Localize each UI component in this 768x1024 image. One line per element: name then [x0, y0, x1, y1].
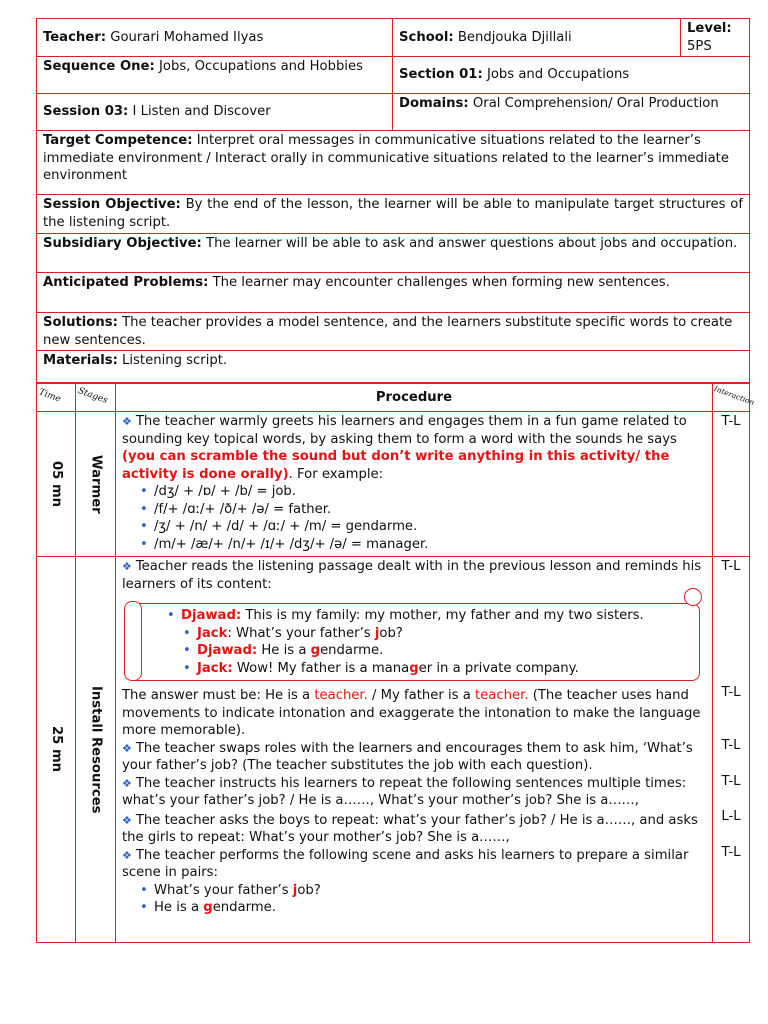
sequence-value: Jobs, Occupations and Hobbies	[158, 59, 363, 74]
list-item: • /m/+ /æ/+ /n/+ /ɪ/+ /dʒ/+ /ə/ = manager.	[140, 536, 706, 554]
level-value: 5PS	[687, 38, 712, 54]
script-line: • Jack: What’s your father’s job?	[183, 625, 687, 643]
teacher-name: Gourari Mohamed Ilyas	[110, 29, 264, 45]
subsidiary-value: The learner will be able to ask and answer questions about jobs and occupation.	[206, 236, 738, 251]
solutions-cell: Solutions: The teacher provides a model sentence, and the learners substitute specific words to create new sentences.	[37, 313, 750, 351]
diamond-bullet-icon: ❖	[122, 776, 132, 790]
domains-cell: Domains: Oral Comprehension/ Oral Production	[393, 94, 750, 131]
lesson-plan	[36, 18, 756, 943]
script-scroll	[126, 603, 700, 681]
competence-value: Interpret oral messages in communicative situations related to the learner’s immediate environment / Interact orally in communicative situations related to the learner’s immediate environment	[43, 133, 729, 183]
list-item: • What’s your father’s job?	[140, 882, 706, 900]
problems-cell: Anticipated Problems: The learner may encounter challenges when forming new sentences.	[37, 273, 750, 313]
sound-list	[122, 483, 706, 553]
script-line: • Djawad: This is my family: my mother, my father and my two sisters.	[167, 607, 687, 625]
procedure-table	[36, 383, 756, 943]
scroll-curl-icon	[684, 588, 702, 606]
materials-value: Listening script.	[122, 353, 228, 368]
school-name: Bendjouka Djillali	[457, 29, 572, 45]
scroll-curl-icon	[124, 601, 142, 681]
header-table	[36, 18, 750, 383]
diamond-bullet-icon: ❖	[122, 560, 132, 573]
warmer-interaction: T-L	[713, 412, 750, 557]
scene-list	[122, 882, 706, 917]
warmer-stage: Warmer	[76, 412, 116, 557]
answer-text: The answer must be: He is a teacher. / My father is a teacher. (The teacher uses hand movements to indicate intonation and exaggerate the intonation to make the language more memorable).	[122, 688, 701, 738]
level-cell: Level: 5PS	[681, 19, 750, 57]
col-procedure: Procedure	[116, 384, 713, 412]
install-time: 25 mn	[37, 557, 76, 943]
script-line: • Djawad: He is a gendarme.	[183, 642, 687, 660]
section-cell: Section 01: Jobs and Occupations	[393, 57, 750, 94]
install-stage: Install Resources	[76, 557, 116, 943]
diamond-bullet-icon: ❖	[122, 741, 132, 755]
objective-value: By the end of the lesson, the learner will be able to manipulate target structures of the listening script.	[43, 197, 743, 230]
problems-value: The learner may encounter challenges when forming new sentences.	[212, 275, 670, 290]
list-item: • He is a gendarme.	[140, 899, 706, 917]
school-cell: School: Bendjouka Djillali	[393, 19, 681, 57]
list-item: • /dʒ/ + /ɒ/ + /b/ = job.	[140, 483, 706, 501]
teacher-cell: Teacher: Gourari Mohamed Ilyas	[37, 19, 393, 57]
session-value: I Listen and Discover	[132, 104, 271, 120]
list-item: • /f/+ /ɑː/+ /ð/+ /ə/ = father.	[140, 501, 706, 519]
warmer-time: 05 mn	[37, 412, 76, 557]
warmer-note: (you can scramble the sound but don’t write anything in this activity/ the activity is done orally)	[122, 449, 670, 482]
install-interaction: T-L T-L T-L T-L L-L T-L	[713, 557, 750, 943]
col-interaction: Interaction	[713, 384, 750, 412]
session-cell: Session 03: I Listen and Discover	[37, 94, 393, 131]
materials-cell: Materials: Listening script.	[37, 351, 750, 383]
section-value: Jobs and Occupations	[486, 67, 630, 83]
solutions-value: The teacher provides a model sentence, and the learners substitute specific words to create new sentences.	[43, 315, 733, 348]
col-time: Time	[37, 384, 76, 412]
warmer-procedure: ❖ The teacher warmly greets his learners and engages them in a fun game related to sounding key topical words, by asking them to form a word with the sounds he says (you can scramble the sound but don’t write anything in this activity/ the activity is done orally). For example: • /dʒ/ + /ɒ/ + /b/ = job. • /f/+ /ɑː/+ /ð/+ /ə/ = father. • /ʒ/ + /n/ + /d/ + /ɑː/ + /m/ = gendarme. • /m/+ /æ/+ /n/+ /ɪ/+ /dʒ/+ /ə/ = manager.	[116, 412, 713, 557]
install-procedure: ❖ Teacher reads the listening passage dealt with in the previous lesson and reminds his learners of its content: • Djawad: This is my family: my mother, my father and my two sisters. • Jack: What’s your father’s job? • Djawad: He is a gendarme. • Jack: Wow! My father is a manager in a private company. The answer must be: He is a teacher. / My father is a teacher. (The teacher uses hand movements to indicate intonation and exaggerate the intonation to make the language more memorable). ❖ The teacher swaps roles with the learners and encourages them to ask him, ‘What’s your father’s job? (The teacher substitutes the job with each question). ❖ The teacher instructs his learners to repeat the following sentences multiple times: what’s your father’s job? / He is a……, What’s your mother’s job? She is a……, ❖ The teacher asks the boys to repeat: what’s your father’s job? / He is a……, and asks the girls to repeat: What’s your mother’s job? She is a……, ❖ The teacher performs the following scene and asks his learners to prepare a similar scene in pairs: • What’s your father’s job? • He is a gendarme.	[116, 557, 713, 943]
subsidiary-cell: Subsidiary Objective: The learner will be able to ask and answer questions about jobs and occupation.	[37, 234, 750, 273]
list-item: • /ʒ/ + /n/ + /d/ + /ɑː/ + /m/ = gendarme.	[140, 518, 706, 536]
sequence-cell: Sequence One: Jobs, Occupations and Hobbies	[37, 57, 393, 94]
diamond-bullet-icon: ❖	[122, 415, 132, 428]
diamond-bullet-icon: ❖	[122, 813, 132, 827]
script-line: • Jack: Wow! My father is a manager in a private company.	[183, 660, 687, 678]
objective-cell: Session Objective: By the end of the lesson, the learner will be able to manipulate target structures of the listening script.	[37, 195, 750, 234]
domains-value: Oral Comprehension/ Oral Production	[472, 96, 719, 111]
col-stages: Stages	[76, 384, 116, 412]
diamond-bullet-icon: ❖	[122, 848, 132, 862]
competence-cell: Target Competence: Interpret oral messages in communicative situations related to the learner’s immediate environment / Interact orally in communicative situations related to the learner’s immediate environment	[37, 131, 750, 195]
